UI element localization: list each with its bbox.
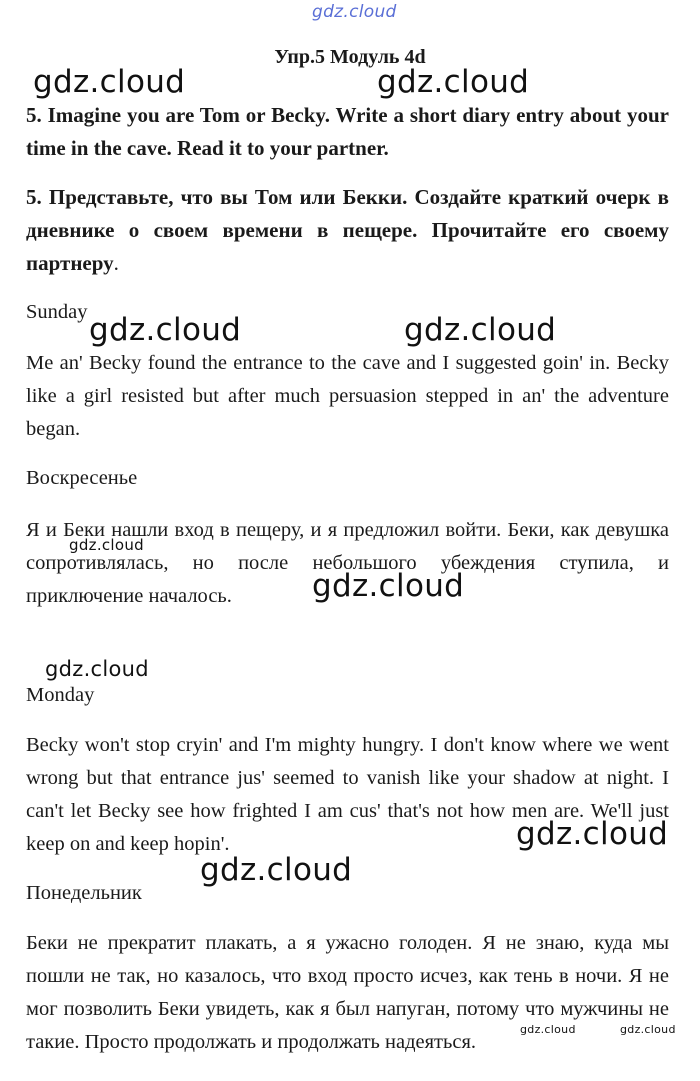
diary-entry-sunday-ru: Я и Беки нашли вход в пещеру, и я предложил войти. Беки, как девушка сопротивлялась, но после небольшого убеждения ступила, и приключение началось.	[26, 519, 669, 607]
exercise-title: Упр.5 Модуль 4d	[274, 46, 426, 68]
diary-day-sunday-ru: Воскресенье	[26, 467, 138, 489]
watermark: gdz.cloud	[69, 536, 145, 554]
diary-day-sunday: Sunday	[26, 301, 88, 323]
watermark: gdz.cloud	[45, 657, 149, 681]
watermark: gdz.cloud	[312, 568, 465, 604]
diary-entry-sunday: Me an' Becky found the entrance to the cave and I suggested goin' in. Becky like a girl resisted but after much persuasion stepped in an' the adventure began.	[26, 352, 669, 440]
diary-entry-monday: Becky won't stop cryin' and I'm mighty hungry. I don't know where we went wrong but that entrance jus' seemed to vanish like your shadow at night. I can't let Becky see how frighted I am cus' that's not how men are. We'll just keep on and keep hopin'.	[26, 734, 669, 855]
task-english: 5. Imagine you are Tom or Becky. Write a short diary entry about your time in the cave. Read it to your partner.	[26, 103, 669, 160]
watermark: gdz.cloud	[33, 64, 186, 100]
diary-entry-monday-ru: Беки не прекратит плакать, а я ужасно голоден. Я не знаю, куда мы пошли не так, но казалось, что вход просто исчез, как тень в ночи. Я не мог позволить Беки увидеть, как я был напуган, потому что мужчины не такие. Просто продолжать и продолжать надеяться.	[26, 932, 669, 1053]
watermark: gdz.cloud	[516, 816, 669, 852]
task-russian-period: .	[113, 251, 119, 275]
diary-day-monday-ru: Понедельник	[26, 882, 142, 904]
watermark: gdz.cloud	[620, 1023, 676, 1036]
diary-day-monday: Monday	[26, 684, 95, 706]
task-russian	[26, 181, 669, 280]
watermark: gdz.cloud	[377, 64, 530, 100]
watermark: gdz.cloud	[200, 852, 353, 888]
watermark: gdz.cloud	[312, 2, 397, 22]
watermark: gdz.cloud	[520, 1023, 576, 1036]
task-russian-text: 5. Представьте, что вы Том или Бекки. Создайте краткий очерк в дневнике о своем времени в пещере. Прочитайте его своему партнеру	[26, 185, 669, 275]
watermark: gdz.cloud	[404, 312, 557, 348]
watermark: gdz.cloud	[89, 312, 242, 348]
